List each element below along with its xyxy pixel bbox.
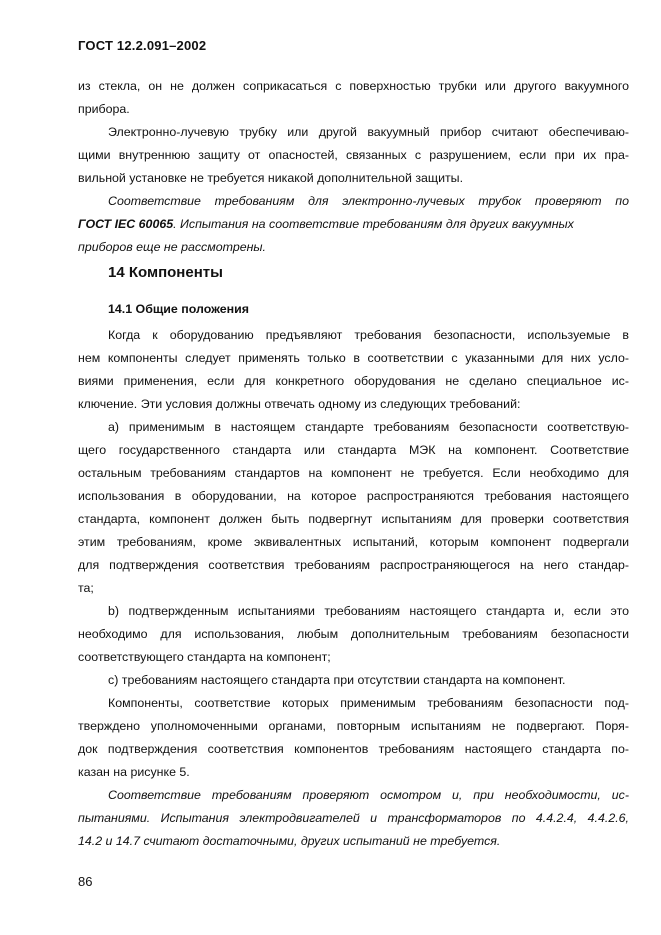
text-line: щими внутреннюю защиту от опасностей, связанных с разрушением, если при их пра- (78, 148, 629, 162)
page-number: 86 (78, 874, 93, 889)
subsection-title: 14.1 Общие положения (108, 302, 249, 316)
list-item-c: с) требованиям настоящего стандарта при отсутствии стандарта на компонент. (108, 673, 566, 687)
document-header: ГОСТ 12.2.091–2002 (78, 38, 207, 53)
text-line: щего государственного стандарта или стандарта МЭК на компонент. Соответствие (78, 443, 629, 457)
text-line: соответствующего стандарта на компонент; (78, 650, 331, 664)
text-line: из стекла, он не должен соприкасаться с поверхностью трубки или другого вакуумного (78, 79, 629, 93)
section-title: 14 Компоненты (108, 264, 223, 281)
text-line: необходимо для использования, любым дополнительным требованиям безопасности (78, 627, 629, 641)
text-line: вильной установке не требуется никакой дополнительной защиты. (78, 171, 464, 185)
compliance-line: 14.2 и 14.7 считают достаточными, других испытаний не требуется. (78, 834, 501, 848)
list-item-b: b) подтвержденным испытаниями требованиям настоящего стандарта и, если это (108, 604, 629, 618)
compliance-line: Соответствие требованиям для электронно-лучевых трубок проверяют по (108, 194, 629, 208)
text-line: Компоненты, соответствие которых применимым требованиям безопасности под- (108, 696, 629, 710)
text-line: для подтверждения соответствия требованиям распространяющегося на него стандар- (78, 558, 629, 572)
text-line: Электронно-лучевую трубку или другой вакуумный прибор считают обеспечиваю- (108, 125, 629, 139)
text-line: Когда к оборудованию предъявляют требования безопасности, используемые в (108, 328, 629, 342)
text-line: этим требованиям, кроме эквивалентных испытаний, которым компонент подвергали (78, 535, 629, 549)
compliance-text: . Испытания на соответствие требованиям для других вакуумных (173, 217, 574, 231)
text-line: ключение. Эти условия должны отвечать одному из следующих требований: (78, 397, 521, 411)
text-line: та; (78, 581, 94, 595)
text-line: док подтверждения соответствия компонентов требованиям настоящего стандарта по- (78, 742, 629, 756)
compliance-line: пытаниями. Испытания электродвигателей и трансформаторов по 4.4.2.4, 4.4.2.6, (78, 811, 629, 825)
compliance-line: Соответствие требованиям проверяют осмотром и, при необходимости, ис- (108, 788, 629, 802)
text-line: казан на рисунке 5. (78, 765, 190, 779)
text-line: остальным требованиям стандартов на компонент не требуется. Если необходимо для (78, 466, 629, 480)
text-line: тверждено уполномоченными органами, повторным испытаниям не подвергают. Поря- (78, 719, 629, 733)
list-item-a: а) применимым в настоящем стандарте требованиям безопасности соответствую- (108, 420, 629, 434)
text-line: стандарта, компонент должен быть подвергнут испытаниям для проверки соответствия (78, 512, 629, 526)
text-line: виями применения, если для конкретного оборудования не сделано специальное ис- (78, 374, 629, 388)
compliance-line (78, 217, 629, 232)
text-line: прибора. (78, 102, 130, 116)
standard-reference: ГОСТ IEC 60065 (78, 217, 174, 231)
text-line: нем компоненты следует применять только в соответствии с указанными для них усло- (78, 351, 629, 365)
compliance-line: приборов еще не рассмотрены. (78, 240, 266, 254)
text-line: использования в оборудовании, на которое распространяются требования настоящего (78, 489, 629, 503)
